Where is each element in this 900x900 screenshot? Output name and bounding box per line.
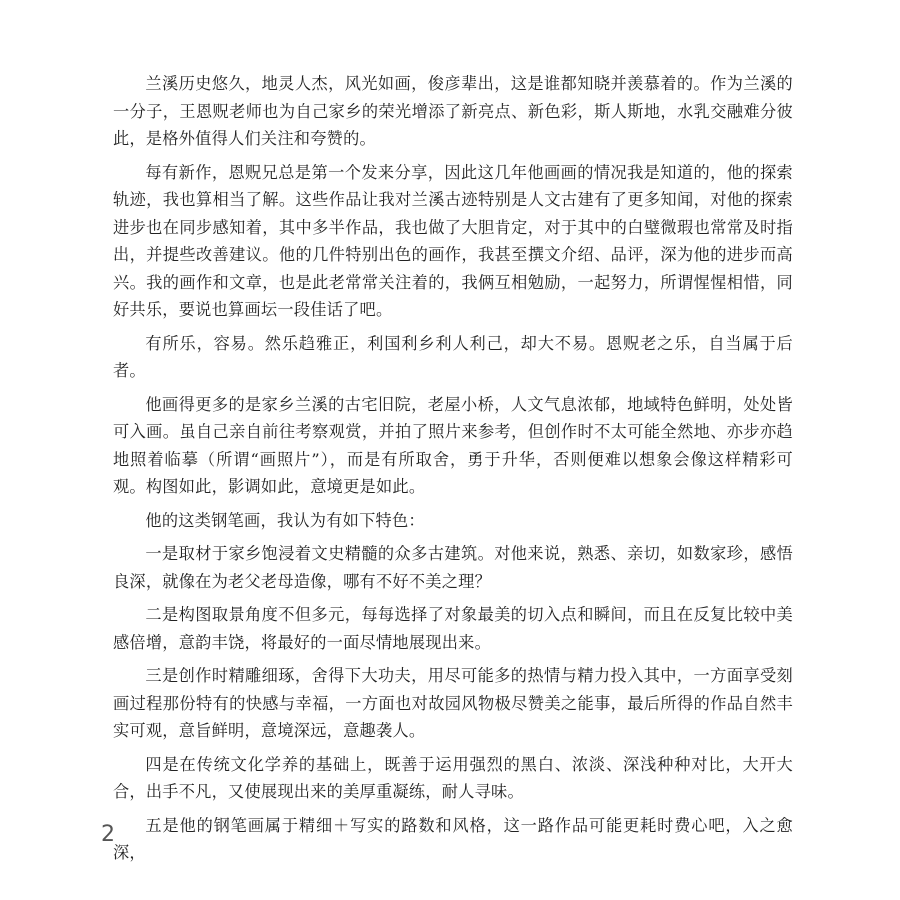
paragraph: 兰溪历史悠久，地灵人杰，风光如画，俊彦辈出，这是谁都知晓并羡慕着的。作为兰溪的一分子，王恩贶老师也为自己家乡的荣光增添了新亮点、新色彩，斯人斯地，水乳交融难分彼此，是格外值得人们关注和夸赞的。: [113, 74, 793, 148]
body-text: [113, 70, 793, 873]
paragraph: 有所乐，容易。然乐趋雅正，利国利乡利人利己，却大不易。恩贶老之乐，自当属于后者。: [113, 333, 793, 380]
paragraph: 三是创作时精雕细琢，舍得下大功夫，用尽可能多的热情与精力投入其中，一方面享受刻画过程那份特有的快感与幸福，一方面也对故园风物极尽赞美之能事，最后所得的作品自然丰实可观，意旨鲜明，意境深远，意趣袭人。: [113, 666, 793, 740]
page-number: 2: [101, 822, 115, 847]
paragraph: 每有新作，恩贶兄总是第一个发来分享，因此这几年他画画的情况我是知道的，他的探索轨迹，我也算相当了解。这些作品让我对兰溪古迹特别是人文古建有了更多知闻，对他的探索进步也在同步感知着，其中多半作品，我也做了大胆肯定，对于其中的白璧微瑕也常常及时指出，并提些改善建议。他的几件特别出色的画作，我甚至撰文介绍、品评，深为他的进步而高兴。我的画作和文章，也是此老常常关注着的，我俩互相勉励，一起努力，所谓惺惺相惜，同好共乐，要说也算画坛一段佳话了吧。: [113, 162, 793, 319]
paragraph: 五是他的钢笔画属于精细＋写实的路数和风格，这一路作品可能更耗时费心吧，入之愈深，: [113, 815, 793, 862]
paragraph: 他的这类钢笔画，我认为有如下特色：: [145, 510, 425, 530]
paragraph: 一是取材于家乡饱浸着文史精髓的众多古建筑。对他来说，熟悉、亲切，如数家珍，感悟良深，就像在为老父老母造像，哪有不好不美之理？: [113, 544, 793, 591]
paragraph: 四是在传统文化学养的基础上，既善于运用强烈的黑白、浓淡、深浅种种对比，大开大合，出手不凡，又使展现出来的美厚重凝练，耐人寻味。: [113, 754, 793, 801]
paragraph: 他画得更多的是家乡兰溪的古宅旧院，老屋小桥，人文气息浓郁，地域特色鲜明，处处皆可入画。虽自己亲自前往考察观赏，并拍了照片来参考，但创作时不太可能全然地、亦步亦趋地照着临摹（所谓“画照片”），而是有所取舍，勇于升华，否则便难以想象会像这样精彩可观。构图如此，影调如此，意境更是如此。: [113, 394, 793, 496]
paragraph: 二是构图取景角度不但多元，每每选择了对象最美的切入点和瞬间，而且在反复比较中美感倍增，意韵丰饶，将最好的一面尽情地展现出来。: [113, 605, 793, 652]
